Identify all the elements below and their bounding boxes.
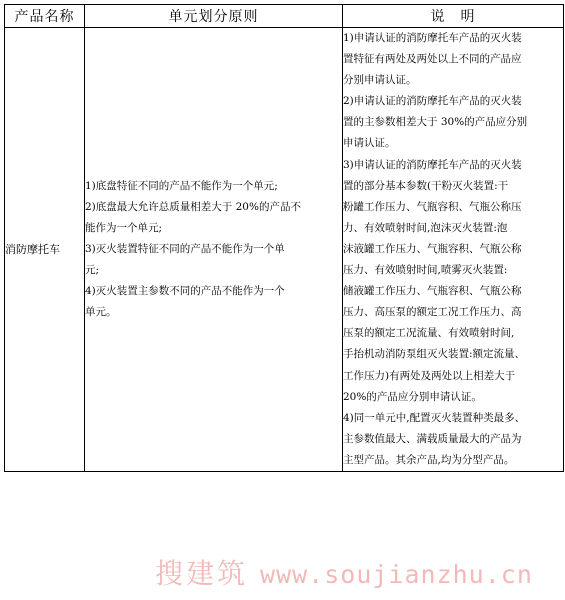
description-line: 主型产品。其余产品,均为分型产品。 [343, 453, 515, 466]
description-line: 申请认证。 [343, 137, 396, 150]
watermark [155, 552, 533, 592]
principle-line: 单元。 [85, 305, 117, 318]
description-line: 2)申请认证的消防摩托车产品的灭火装 [343, 95, 522, 108]
description-line: 分别申请认证。 [343, 74, 417, 87]
description-cell [343, 28, 564, 472]
description-line: 压力、有效喷射时间,喷雾灭火装置: [343, 264, 508, 277]
principle-line: 能作为一个单元; [85, 221, 163, 234]
description-line: 压力、高压泵的额定工况工作压力、高 [343, 306, 522, 319]
description-line: 20%的产品应分别申请认证。 [343, 390, 482, 403]
description-line: 力、有效喷射时间,泡沫灭火装置:泡 [343, 221, 508, 234]
description-line: 沫液罐工作压力、气瓶容积、气瓶公称 [343, 242, 522, 255]
description-line: 置特征有两处及两处以上不同的产品应 [343, 53, 522, 66]
header-product-name: 产品名称 [5, 5, 85, 28]
description-line: 3)申请认证的消防摩托车产品的灭火装 [343, 158, 522, 171]
description-line: 压泵的额定工况流量、有效喷射时间, [343, 327, 515, 340]
description-line: 粉罐工作压力、气瓶容积、气瓶公称压 [343, 200, 522, 213]
principle-line: 2)底盘最大允许总质量相差大于 20%的产品不 [85, 200, 301, 213]
description-line: 置的部分基本参数(干粉灭火装置:干 [343, 179, 509, 192]
product-name-cell: 消防摩托车 [5, 28, 85, 472]
description-line: 4)同一单元中,配置灭火装置种类最多、 [343, 411, 526, 424]
principle-line: 3)灭火装置特征不同的产品不能作为一个单 [85, 242, 285, 255]
watermark-brand: 搜建筑 [155, 557, 249, 590]
spec-table [4, 4, 564, 472]
description-line: 手抬机动消防泵组灭火装置:额定流量、 [343, 348, 526, 361]
principle-line: 4)灭火装置主参数不同的产品不能作为一个 [85, 284, 285, 297]
watermark-url: www.soujianzhu.cn [260, 560, 533, 589]
principle-line: 1)底盘特征不同的产品不能作为一个单元; [85, 179, 278, 192]
header-unit-principle: 单元划分原则 [85, 5, 343, 28]
principle-line: 元; [85, 263, 100, 276]
description-line: 主参数值最大、满载质量最大的产品为 [343, 432, 522, 445]
description-line: 1)申请认证的消防摩托车产品的灭火装 [343, 32, 522, 44]
header-row [5, 5, 564, 28]
description-line: 置的主参数相差大于 30%的产品应分别 [343, 116, 528, 129]
header-description: 说 明 [343, 5, 564, 28]
table-row [5, 28, 564, 472]
description-line: 工作压力)有两处及两处以上相差大于 [343, 369, 516, 382]
description-line: 储液罐工作压力、气瓶容积、气瓶公称 [343, 285, 522, 298]
principle-cell [85, 28, 343, 472]
